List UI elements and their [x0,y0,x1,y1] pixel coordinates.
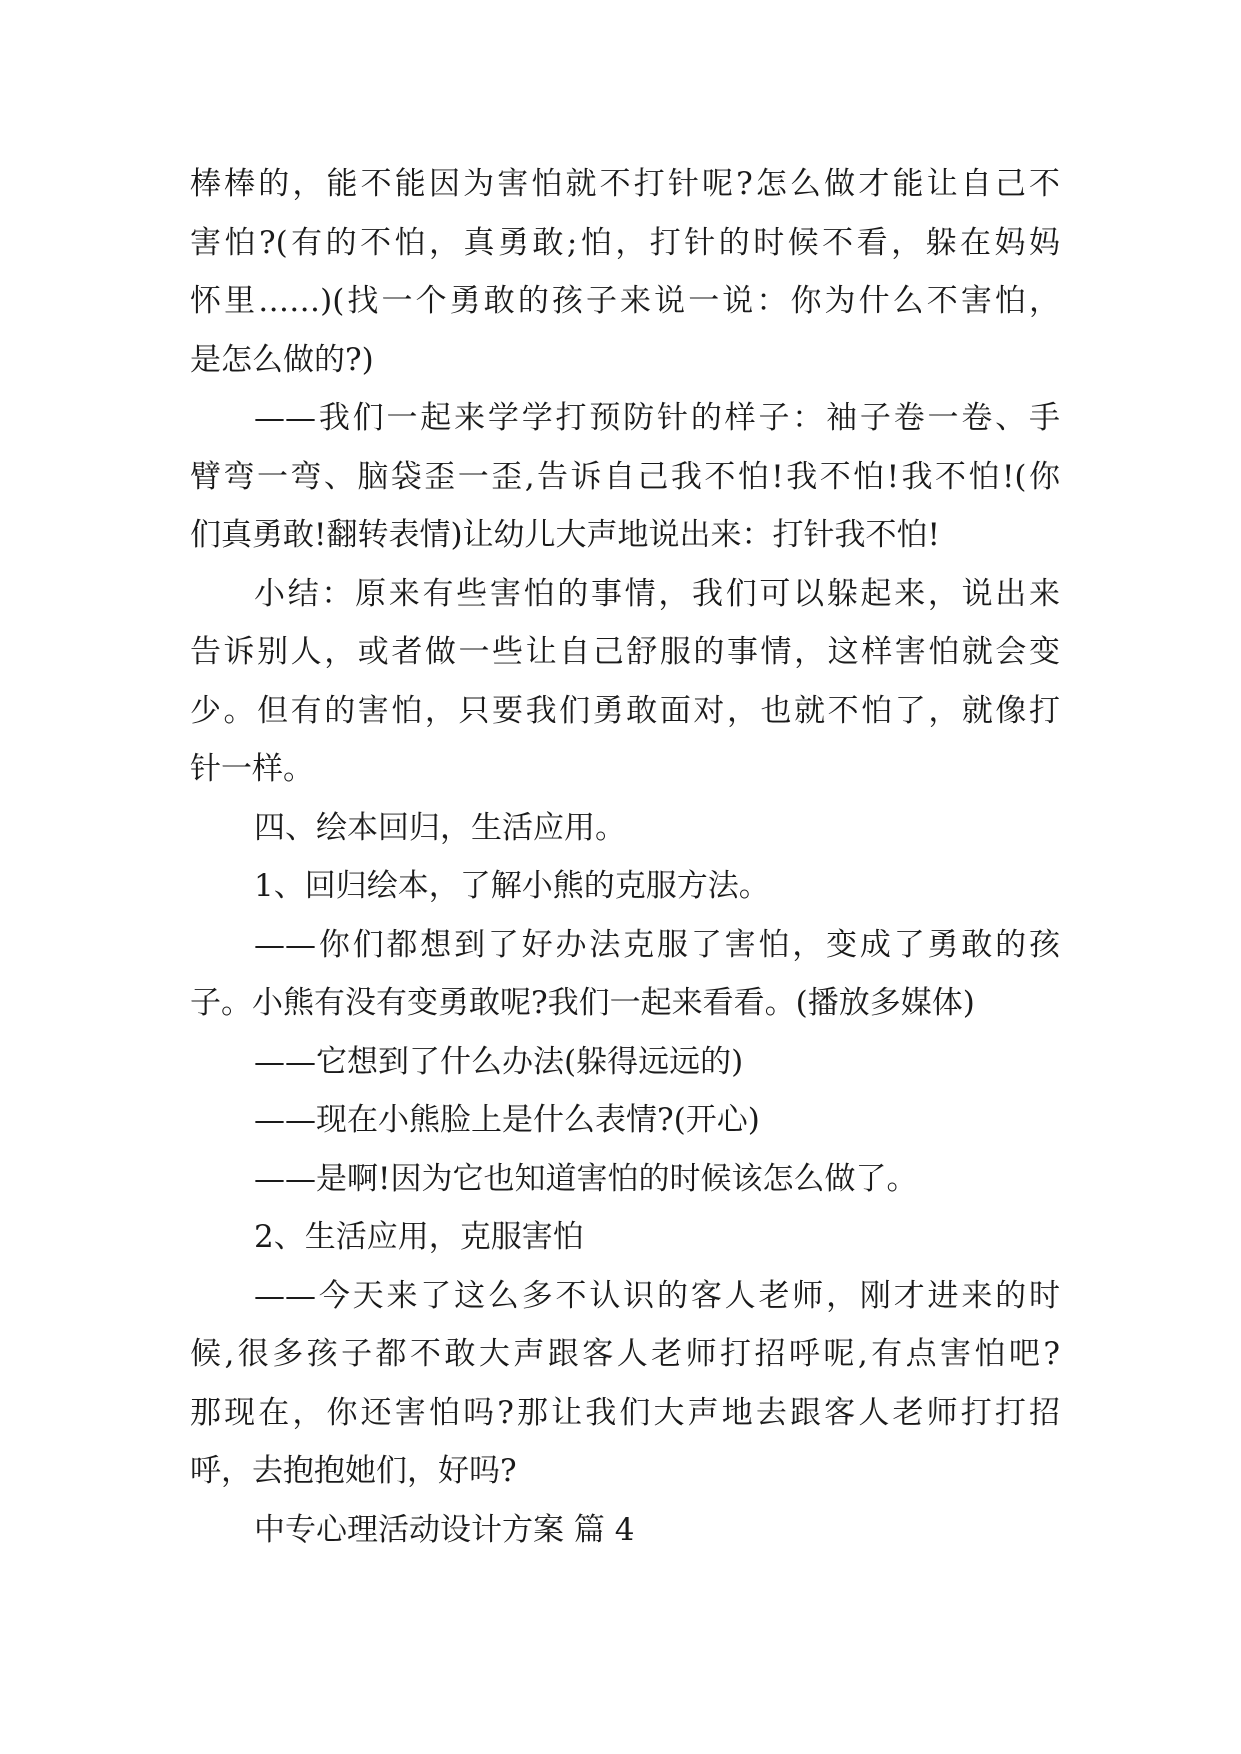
text-line: 那现在，你还害怕吗?那让我们大声地去跟客人老师打打招 [190,1394,1060,1431]
text-line: 告诉别人，或者做一些让自己舒服的事情，这样害怕就会变 [190,634,1060,670]
text-line: ——你们都想到了好办法克服了害怕，变成了勇敢的孩 [254,926,1060,963]
text-line: ——它想到了什么办法(躲得远远的) [254,1043,744,1080]
text-line: 害怕?(有的不怕，真勇敢;怕，打针的时候不看，躲在妈妈 [190,224,1060,261]
section-heading: 四、绘本回归，生活应用。 [254,809,626,846]
text-line: 怀里……)(找一个勇敢的孩子来说一说：你为什么不害怕， [190,283,1060,319]
text-line: 小结：原来有些害怕的事情，我们可以躲起来，说出来 [254,575,1060,612]
text-line: 棒棒的，能不能因为害怕就不打针呢?怎么做才能让自己不 [190,166,1060,202]
text-line: 候,很多孩子都不敢大声跟客人老师打招呼呢,有点害怕吧? [190,1336,1060,1372]
text-line: 少。但有的害怕，只要我们勇敢面对，也就不怕了，就像打 [190,692,1060,729]
text-line: ——我们一起来学学打预防针的样子：袖子卷一卷、手 [254,400,1060,436]
text-line: 们真勇敢!翻转表情)让幼儿大声地说出来：打针我不怕! [190,517,941,553]
text-line: ——今天来了这么多不认识的客人老师，刚才进来的时 [254,1277,1060,1314]
subsection-heading: 2、生活应用，克服害怕 [254,1219,584,1255]
text-line: ——是啊!因为它也知道害怕的时候该怎么做了。 [254,1160,918,1197]
article-title: 中专心理活动设计方案 篇 4 [254,1511,635,1548]
text-line: 针一样。 [190,751,314,787]
subsection-heading: 1、回归绘本，了解小熊的克服方法。 [254,868,770,904]
text-line: 臂弯一弯、脑袋歪一歪,告诉自己我不怕!我不怕!我不怕!(你 [190,458,1060,495]
text-line: 子。小熊有没有变勇敢呢?我们一起来看看。(播放多媒体) [190,985,975,1021]
text-line: 是怎么做的?) [190,341,374,378]
text-line: ——现在小熊脸上是什么表情?(开心) [254,1102,760,1138]
document-body [190,155,1060,1559]
text-line: 呼，去抱抱她们，好吗? [190,1453,517,1489]
